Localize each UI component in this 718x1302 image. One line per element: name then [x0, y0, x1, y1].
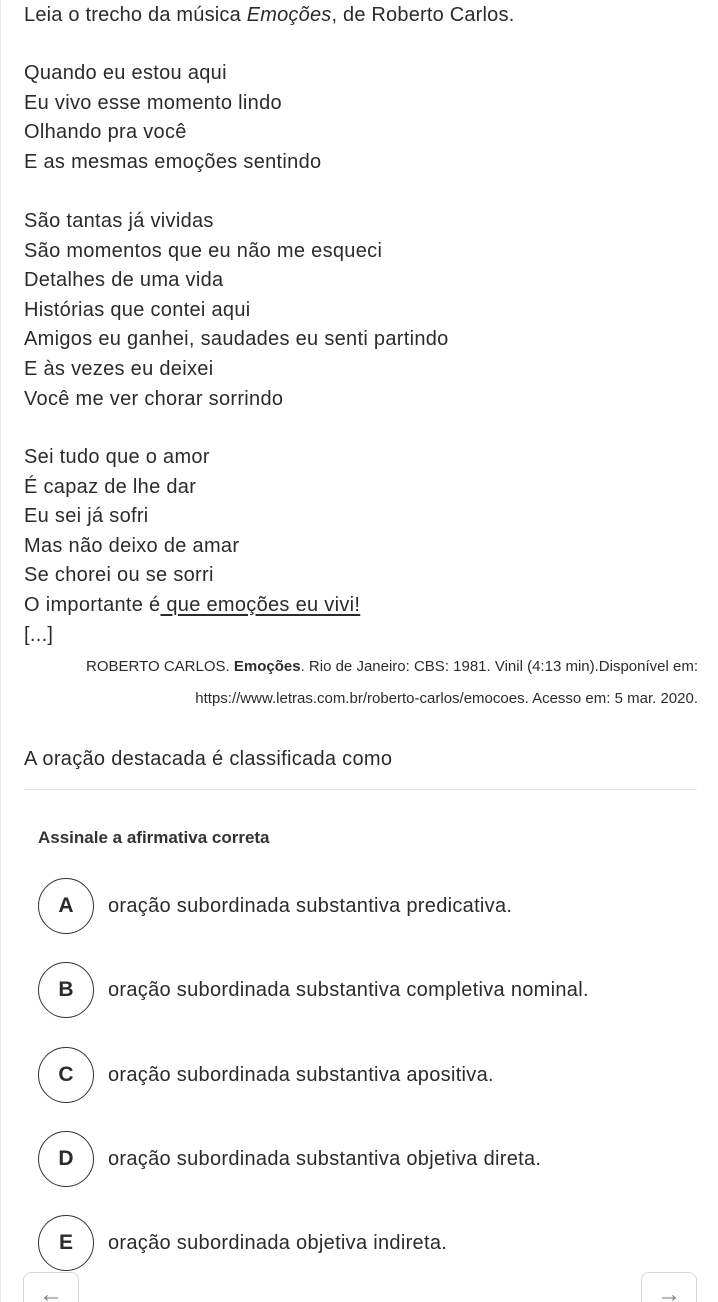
stanza-1 [24, 59, 321, 177]
verse-line: Olhando pra você [24, 121, 187, 144]
instruction-label: Assinale a afirmativa correta [38, 828, 270, 847]
left-border [0, 0, 1, 1302]
option-letter-circle[interactable]: A [38, 878, 94, 934]
option-d[interactable] [38, 1131, 541, 1187]
verse-line: Detalhes de uma vida [24, 269, 224, 292]
option-c[interactable] [38, 1047, 494, 1103]
verse-line: São tantas já vividas [24, 210, 214, 232]
divider [24, 789, 697, 790]
option-letter-circle[interactable]: D [38, 1131, 94, 1187]
next-button[interactable] [641, 1272, 697, 1302]
option-text[interactable]: oração subordinada objetiva indireta. [108, 1231, 448, 1254]
reference-line-1: ROBERTO CARLOS. Emoções. Rio de Janeiro: CBS: 1981. Vinil (4:13 min).Disponível em: [86, 658, 698, 675]
question-text: A oração destacada é classificada como [24, 748, 393, 770]
intro-text: Leia o trecho da música Emoções, de Roberto Carlos. [24, 4, 515, 26]
verse-line: São momentos que eu não me esqueci [24, 239, 383, 262]
verse-line: Amigos eu ganhei, saudades eu senti partindo [24, 328, 449, 351]
option-letter-circle[interactable]: C [38, 1047, 94, 1103]
verse-line: E as mesmas emoções sentindo [24, 150, 322, 173]
highlighted-verse-line: O importante é que emoções eu vivi! [24, 593, 361, 616]
reference-url: https://www.letras.com.br/roberto-carlos/emocoes. Acesso em: 5 mar. 2020. [195, 690, 698, 707]
arrow-right-icon: → [657, 1281, 681, 1302]
option-text[interactable]: oração subordinada substantiva objetiva direta. [108, 1147, 542, 1170]
reference-title: Emoções [233, 658, 301, 675]
verse-line: Eu vivo esse momento lindo [24, 91, 282, 114]
option-a[interactable] [38, 878, 512, 934]
verse-line: Histórias que contei aqui [24, 298, 251, 321]
option-letter-circle[interactable]: B [38, 962, 94, 1018]
verse-line: E às vezes eu deixei [24, 357, 214, 380]
verse-line: É capaz de lhe dar [24, 475, 197, 498]
option-text[interactable]: oração subordinada substantiva predicativa. [108, 894, 513, 917]
verse-line: Se chorei ou se sorri [24, 564, 214, 587]
option-text[interactable]: oração subordinada substantiva completiva nominal. [108, 978, 589, 1001]
option-letter-circle[interactable]: E [38, 1215, 94, 1271]
highlighted-clause: que emoções eu vivi! [160, 593, 361, 616]
ellipsis: [...] [24, 623, 54, 646]
verse-line: Mas não deixo de amar [24, 534, 240, 557]
option-b[interactable] [38, 962, 589, 1018]
previous-button[interactable] [23, 1272, 79, 1302]
option-e[interactable] [38, 1215, 447, 1271]
verse-line: Sei tudo que o amor [24, 446, 210, 468]
verse-line: Quando eu estou aqui [24, 62, 227, 84]
song-title: Emoções [246, 4, 332, 26]
option-text[interactable]: oração subordinada substantiva apositiva. [108, 1063, 494, 1086]
stanza-3 [24, 443, 360, 650]
verse-line: Você me ver chorar sorrindo [24, 387, 284, 410]
arrow-left-icon: ← [39, 1281, 63, 1302]
stanza-2 [24, 207, 449, 414]
verse-line: Eu sei já sofri [24, 505, 149, 528]
